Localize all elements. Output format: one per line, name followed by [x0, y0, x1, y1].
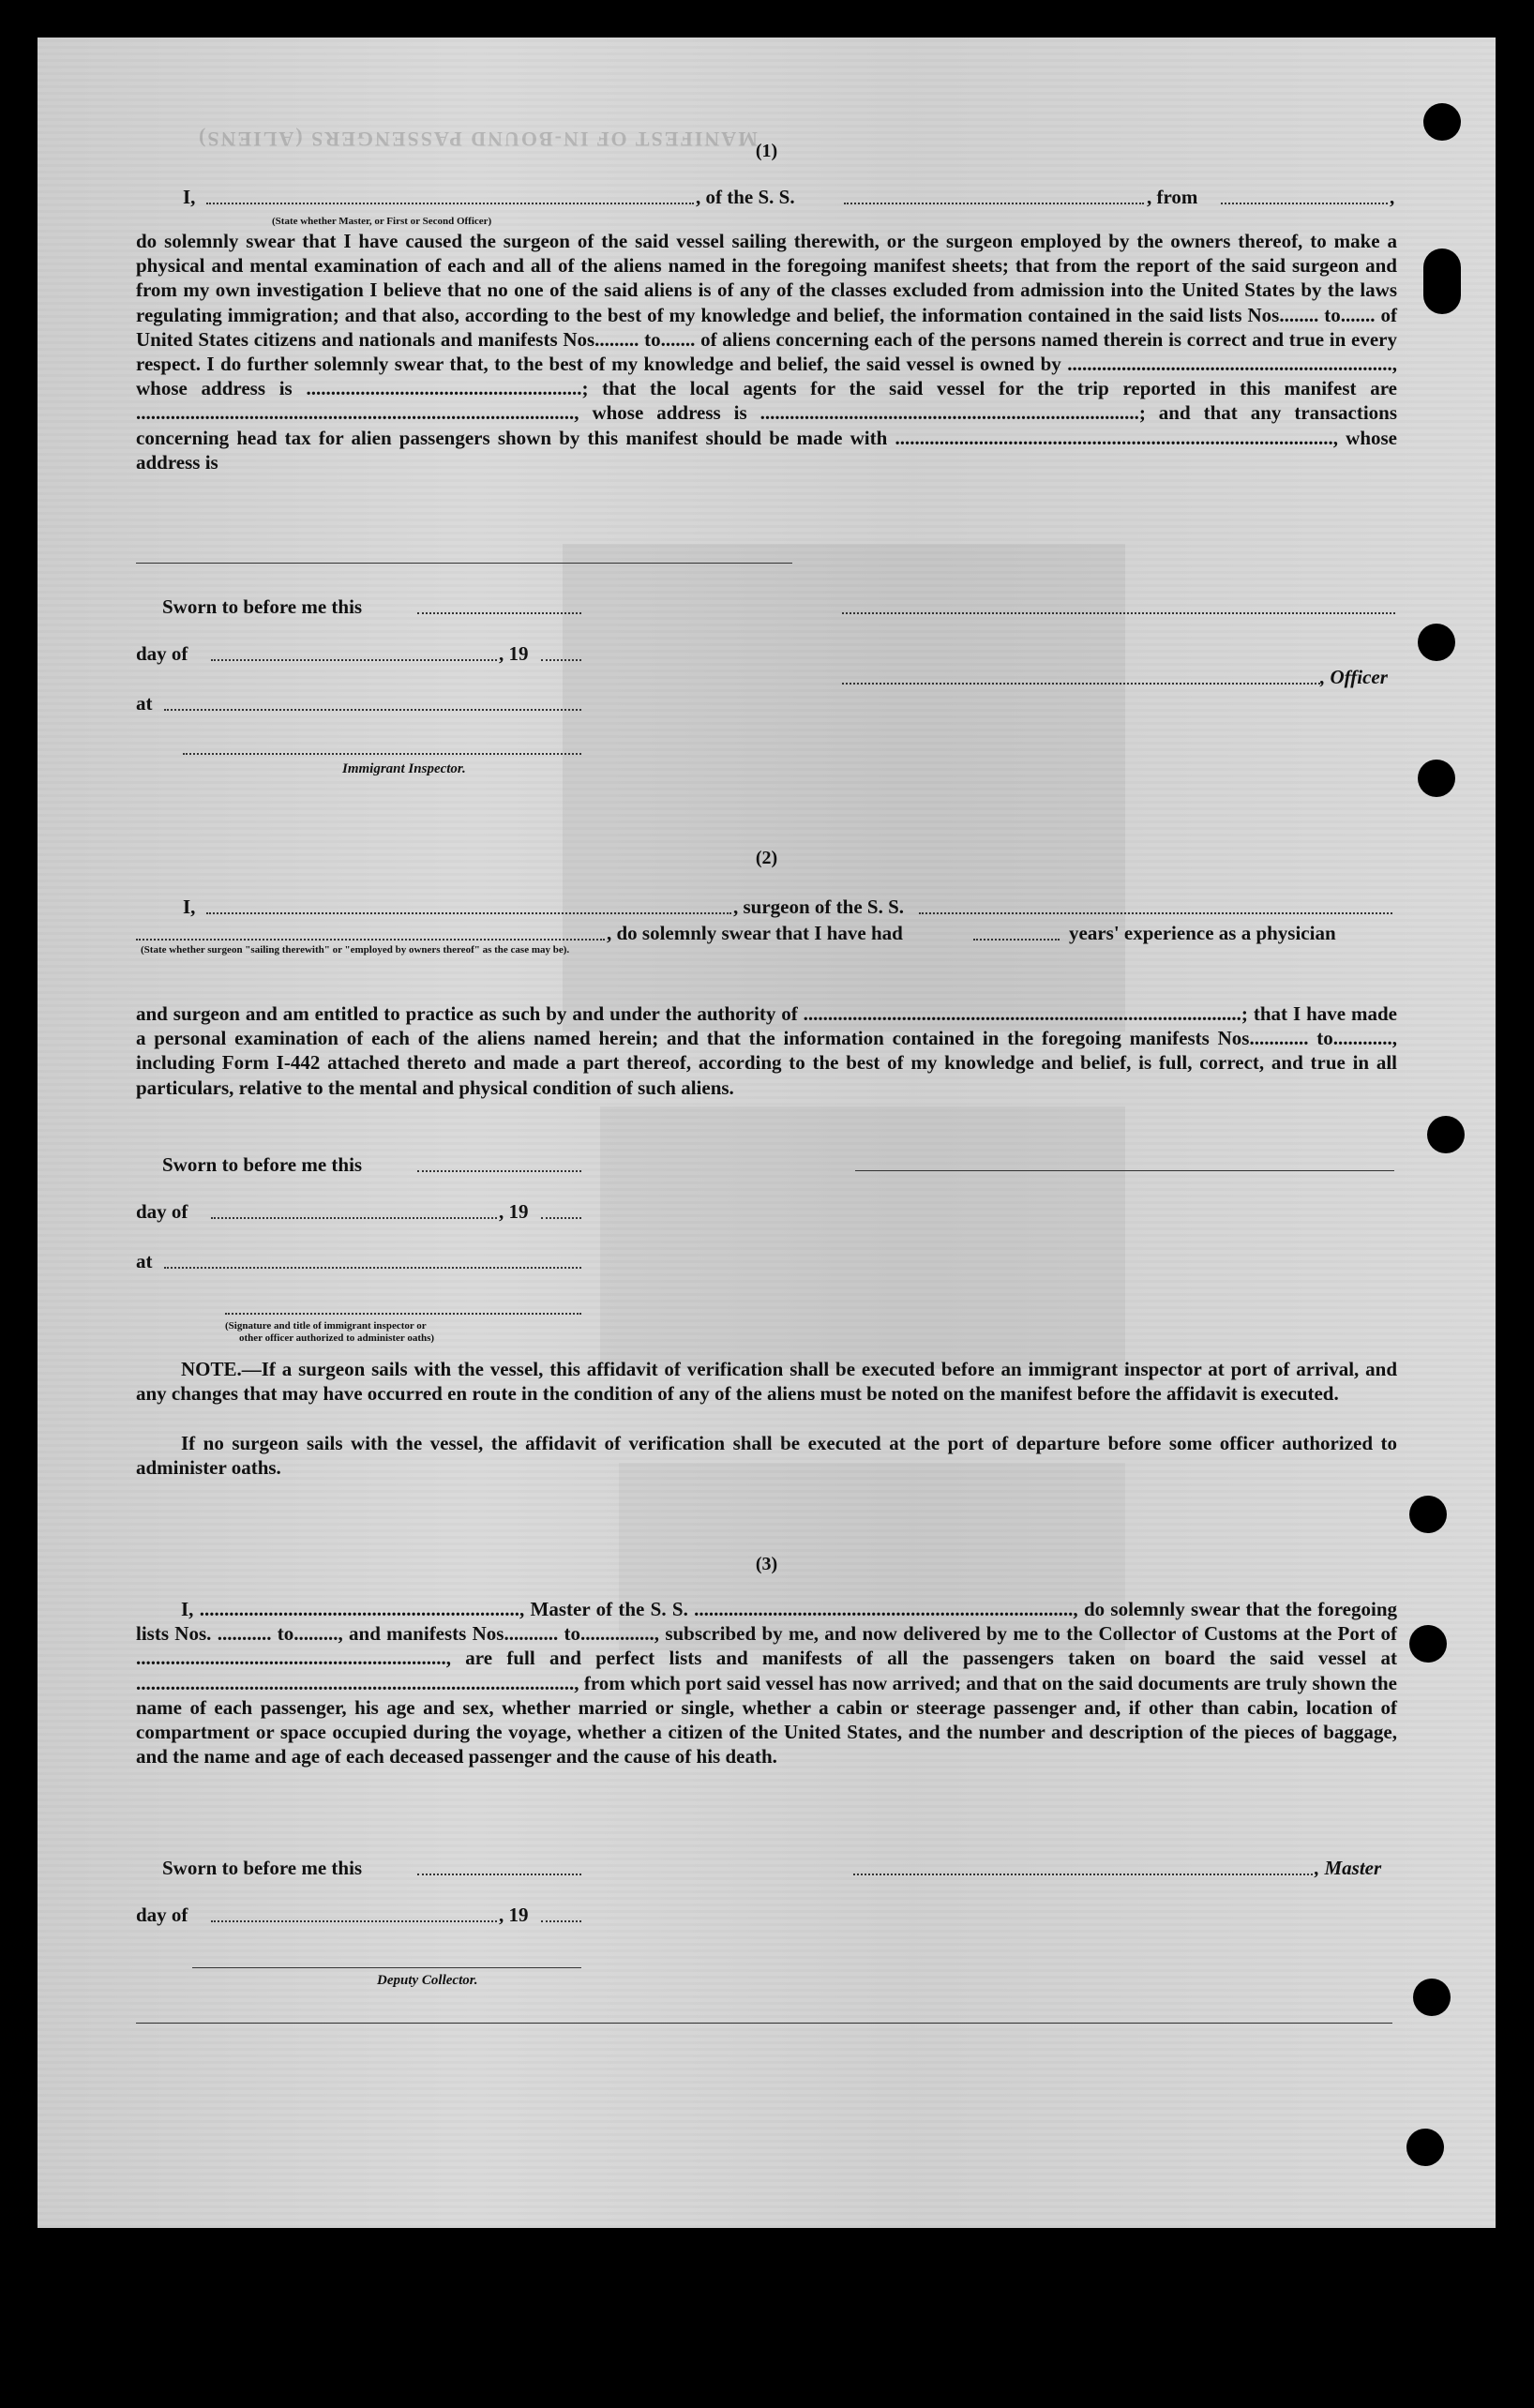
- sworn-day-field[interactable]: [417, 1874, 581, 1875]
- vessel-name-field[interactable]: [919, 912, 1392, 914]
- vessel-name-field[interactable]: [844, 203, 1144, 204]
- punch-hole: [1423, 248, 1461, 314]
- sworn-day-field[interactable]: [417, 1170, 581, 1172]
- surgeon-status-note: (State whether surgeon "sailing therewith" or "employed by owners thereof" as the case may be).: [141, 944, 570, 956]
- intro-i: I,: [183, 895, 196, 918]
- at-label: at: [136, 692, 153, 715]
- year-label: , 19: [499, 642, 529, 665]
- master-paragraph: I, ................................................................., Master of the S. S. ............................................................................., do solemnly swear that the foregoing lists Nos. ........... to........., and manifests Nos........... to..............., subscribed by me, and now delivered by me to the Collector of Customs at the Port of ..............................................................., are full and perfect lists and manifests of all the passengers taken on board the said vessel at ........................................................................................., from which port said vessel has now arrived; and that on the said documents are truly shown the name of each passenger, his age and sex, whether married or single, whether a cabin or steerage passenger and, if other than cabin, location of compartment or space occupied during the voyage, whether a citizen of the United States, and the number and description of the pieces of baggage, and the name and age of each deceased passenger and the cause of his death.: [136, 1598, 1397, 1768]
- master-label: , Master: [1315, 1857, 1382, 1879]
- inspector-signature-field[interactable]: [183, 753, 581, 755]
- surgeon-name-field[interactable]: [206, 912, 731, 914]
- punch-hole: [1409, 1625, 1447, 1663]
- section-number: (3): [755, 1554, 778, 1574]
- rule: [136, 563, 792, 564]
- surgeon-of-label: , surgeon of the S. S.: [733, 895, 905, 918]
- from-label: , from: [1147, 186, 1198, 208]
- inspector-signature-field[interactable]: [225, 1313, 581, 1315]
- document-page: [38, 38, 1496, 2228]
- punch-hole: [1409, 1496, 1447, 1533]
- year-label: , 19: [499, 1904, 529, 1926]
- master-signature-field[interactable]: [853, 1874, 1313, 1875]
- year-label: , 19: [499, 1200, 529, 1223]
- sig-note-line2: other officer authorized to administer oaths): [239, 1332, 435, 1344]
- officer-name-field[interactable]: [206, 203, 694, 204]
- punch-hole: [1418, 760, 1455, 797]
- surgeon-paragraph: and surgeon and am entitled to practice as such by and under the authority of .........................................................................................; that I have made a personal examination of each of the aliens named herein; and that the information contained in the foregoing manifests Nos............ to............, including Form I-442 attached thereto and made a part thereof, according to the best of my knowledge and belief, is full, correct, and true in all particulars, relative to the mental and physical condition of such aliens.: [136, 1002, 1397, 1099]
- sworn-label: Sworn to before me this: [162, 1153, 363, 1176]
- master-signature-field[interactable]: [842, 612, 1395, 614]
- day-of-field[interactable]: [211, 1920, 497, 1922]
- day-of-field[interactable]: [211, 1217, 497, 1219]
- punch-hole: [1406, 2129, 1444, 2166]
- swear-label: , do solemnly swear that I have had: [607, 922, 903, 944]
- year-field[interactable]: [541, 659, 581, 661]
- inspector-label: Immigrant Inspector.: [342, 761, 466, 776]
- collector-signature-line[interactable]: [192, 1967, 581, 1968]
- years-label: years' experience as a physician: [1069, 922, 1336, 944]
- year-field[interactable]: [541, 1920, 581, 1922]
- at-field[interactable]: [164, 1267, 581, 1269]
- sworn-label: Sworn to before me this: [162, 595, 363, 618]
- day-of-label: day of: [136, 1904, 188, 1926]
- at-label: at: [136, 1250, 153, 1272]
- day-of-label: day of: [136, 1200, 188, 1223]
- intro-i: I,: [183, 186, 196, 208]
- bleed-through-heading: MANIFEST OF IN-BOUND PASSENGERS (ALIENS): [197, 128, 758, 151]
- officer-signature-field[interactable]: [842, 683, 1320, 685]
- year-field[interactable]: [541, 1217, 581, 1219]
- years-field[interactable]: [973, 939, 1060, 941]
- end-comma: ,: [1390, 186, 1395, 208]
- bleed-through-block: [563, 544, 1125, 1031]
- from-port-field[interactable]: [1221, 203, 1388, 204]
- collector-label: Deputy Collector.: [377, 1973, 478, 1988]
- punch-hole: [1418, 624, 1455, 661]
- section-number: (1): [755, 141, 778, 161]
- at-field[interactable]: [164, 709, 581, 711]
- day-of-label: day of: [136, 642, 188, 665]
- officer-note: (State whether Master, or First or Second Officer): [272, 216, 492, 227]
- officer-label: , Officer: [1320, 666, 1388, 688]
- of-ss-label: , of the S. S.: [696, 186, 795, 208]
- surgeon-status-field[interactable]: [136, 939, 605, 941]
- section-number: (2): [755, 848, 778, 868]
- oath-paragraph: do solemnly swear that I have caused the surgeon of the said vessel sailing therewith, or the surgeon employed by the owners thereof, to make a physical and mental examination of each and all of the aliens named in the foregoing manifest sheets; that from the report of the said surgeon and from my own investigation I believe that no one of the said aliens is of any of the classes excluded from admission into the United States by the laws regulating immigration; and that also, according to the best of my knowledge and belief, the information contained in the said lists Nos........ to....... of United States citizens and nationals and manifests Nos......... to....... of aliens concerning each of the persons named therein is correct and true in every respect. I do further solemnly swear that, to the best of my knowledge and belief, the said vessel is owned by .................................................................., whose address is ........................................................; that the local agents for the said vessel for the trip reported in this manifest are ........................................................................................., whose address is .............................................................................; and that any transactions concerning head tax for alien passengers shown by this manifest should be made with ........................................................................................., whose address is: [136, 230, 1397, 474]
- bleed-through-block: [600, 1106, 1125, 1369]
- day-of-field[interactable]: [211, 659, 497, 661]
- bottom-rule: [136, 2023, 1392, 2024]
- punch-hole: [1413, 1979, 1451, 2016]
- sig-note-line1: (Signature and title of immigrant inspector or: [225, 1320, 427, 1332]
- note-paragraph: NOTE.—If a surgeon sails with the vessel, this affidavit of verification shall be executed before an immigrant inspector at port of arrival, and any changes that may have occurred en route in the condition of any of the aliens must be noted on the manifest before the affidavit is executed.: [136, 1358, 1397, 1406]
- surgeon-signature-line[interactable]: [855, 1170, 1394, 1171]
- note-paragraph-2: If no surgeon sails with the vessel, the affidavit of verification shall be executed at the port of departure before some officer authorized to administer oaths.: [136, 1432, 1397, 1480]
- punch-hole: [1427, 1116, 1465, 1153]
- sworn-day-field[interactable]: [417, 612, 581, 614]
- sworn-label: Sworn to before me this: [162, 1857, 363, 1879]
- punch-hole: [1423, 103, 1461, 141]
